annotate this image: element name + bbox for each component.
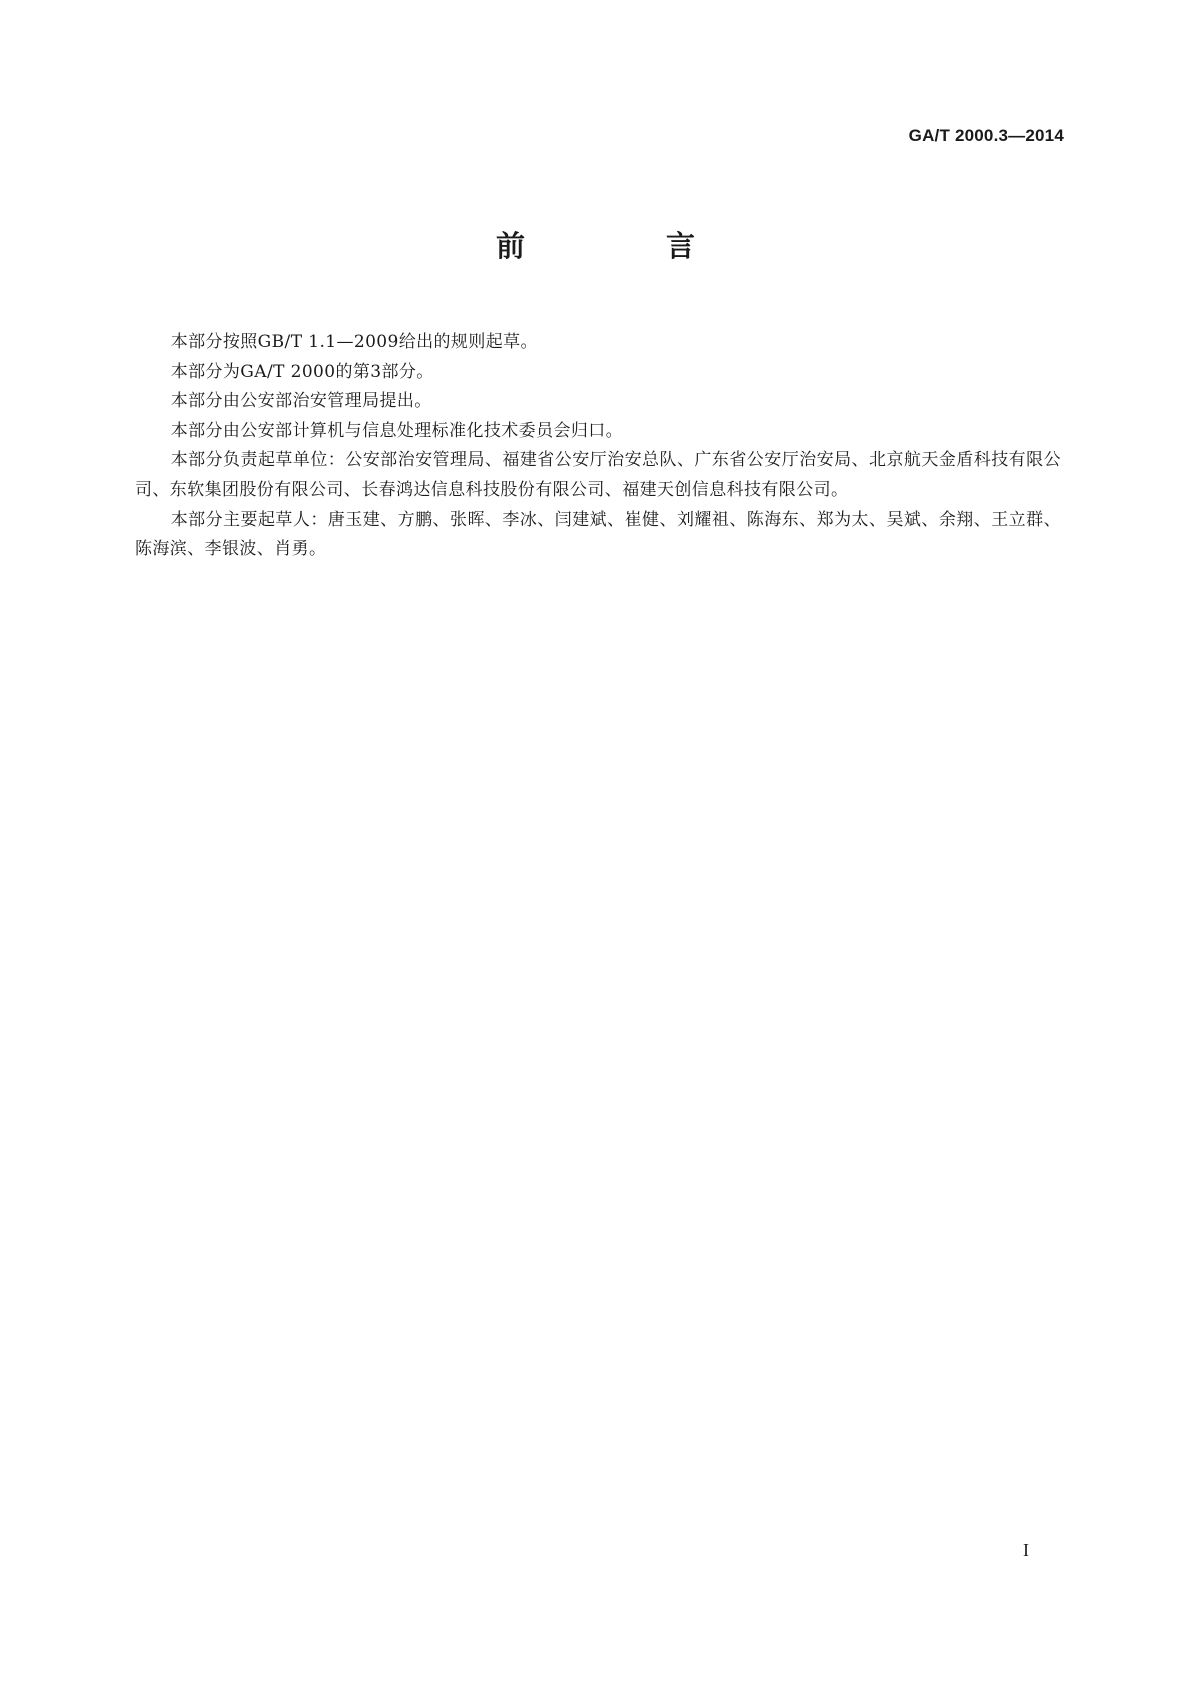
page-title: 前 言 [495,229,751,263]
paragraph-proposed-by: 本部分由公安部治安管理局提出。 [170,391,432,412]
paragraph-drafting-rules: 本部分按照GB/T 1.1—2009给出的规则起草。 [170,332,538,352]
paragraph-part-of-standard: 本部分为GA/T 2000的第3部分。 [170,361,434,382]
standard-code: GA/T 2000.3—2014 [908,126,1064,145]
page-number: I [1023,1540,1029,1560]
paragraph-main-drafters: 本部分主要起草人：唐玉建、方鹏、张晖、李冰、闫建斌、崔健、刘耀祖、陈海东、郑为太、吴斌、余翔、王立群、陈海滨、李银波、肖勇。 [135,509,1061,560]
paragraph-under-jurisdiction: 本部分由公安部计算机与信息处理标准化技术委员会归口。 [170,420,624,441]
paragraph-drafting-units: 本部分负责起草单位：公安部治安管理局、福建省公安厅治安总队、广东省公安厅治安局、北京航天金盾科技有限公司、东软集团股份有限公司、长春鸿达信息科技股份有限公司、福建天创信息科技有限公司。 [135,450,1061,500]
foreword-body [135,328,1061,565]
